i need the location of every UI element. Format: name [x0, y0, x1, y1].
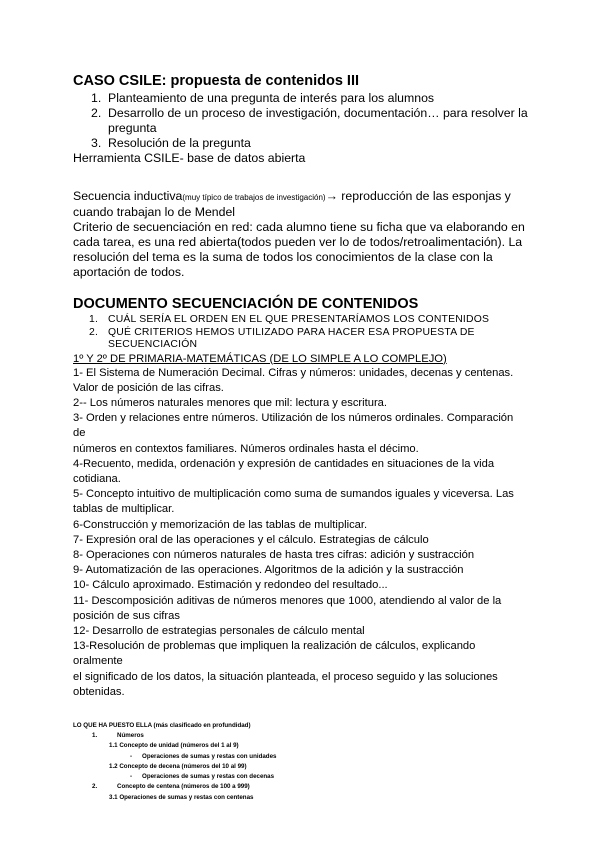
list-item: 1.1 Concepto de unidad (números del 1 al 9) — [109, 742, 239, 750]
list-item: 3.1 Operaciones de sumas y restas con centenas — [109, 793, 254, 801]
list-item: - Operaciones de sumas y restas con unidades — [130, 752, 277, 760]
list-item: 12- Desarrollo de estrategias personales de cálculo mental — [73, 624, 365, 637]
list-item: 7- Expresión oral de las operaciones y el cálculo. Estrategias de cálculo — [73, 533, 429, 546]
list-item: 4-Recuento, medida, ordenación y expresión de cantidades en situaciones de la vida — [73, 457, 495, 470]
list-item: 8- Operaciones con números naturales de hasta tres cifras: adición y sustracción — [73, 548, 475, 561]
list-item: 2. QUÉ CRITERIOS HEMOS UTILIZADO PARA HACER ESA PROPUESTA DE SECUENCIACIÓN — [89, 326, 475, 350]
list-item: 6-Construcción y memorización de las tablas de multiplicar. — [73, 518, 368, 531]
criterio-line: Criterio de secuenciación en red: cada alumno tiene su ficha que va elaborando en — [73, 220, 525, 234]
list-item: 1.2 Concepto de decena (números del 10 al 99) — [109, 762, 247, 770]
list-item: 13-Resolución de problemas que impliquen la realización de cálculos, explicando oralmente — [73, 640, 476, 668]
list-item: 1. CUÁL SERÍA EL ORDEN EN EL QUE PRESENTARÍAMOS LOS CONTENIDOS — [89, 314, 490, 325]
list-item: Valor de posición de las cifras. — [73, 381, 224, 394]
list-item: 10- Cálculo aproximado. Estimación y redondeo del resultado... — [73, 579, 388, 592]
list-item: posición de sus cifras — [73, 609, 180, 622]
list-item: 1. Números — [92, 731, 144, 739]
list-item: el significado de los datos, la situación planteada, el proceso seguido y las soluciones — [73, 670, 498, 683]
secuencia-line2: cuando trabajan lo de Mendel — [73, 205, 236, 219]
tool-text: Herramienta CSILE- base de datos abierta — [73, 151, 306, 165]
list-item: 9- Automatización de las operaciones. Algoritmos de la adición y la sustracción — [73, 564, 464, 577]
list-item: números en contextos familiares. Números ordinales hasta el décimo. — [73, 442, 419, 455]
list-item: 2-- Los números naturales menores que mil: lectura y escritura. — [73, 396, 388, 409]
list-item: obtenidas. — [73, 685, 125, 698]
list-item: 3- Orden y relaciones entre números. Utilización de los números ordinales. Comparación de — [73, 412, 514, 440]
questions-list — [73, 314, 528, 352]
list-item: - Operaciones de sumas y restas con decenas — [130, 773, 275, 781]
section-title-csile: CASO CSILE: propuesta de contenidos III — [73, 73, 359, 89]
list-item: 1. Planteamiento de una pregunta de interés para los alumnos — [91, 91, 435, 105]
criterio-line: cada tarea, es una red abierta(todos pueden ver lo de todos/retroalimentación). La — [73, 235, 523, 249]
list-item: cotidiana. — [73, 472, 121, 485]
contenidos-list — [73, 366, 528, 700]
list-item: 11- Descomposición aditivas de números menores que 1000, atendiendo al valor de la — [73, 594, 502, 607]
ella-heading: LO QUE HA PUESTO ELLA (más clasificado en profundidad) — [73, 721, 251, 729]
list-item: 2. Concepto de centena (números de 100 a 999) — [92, 783, 250, 791]
list-item: 1- El Sistema de Numeración Decimal. Cifras y números: unidades, decenas y centenas. — [73, 366, 514, 379]
criterio-line: aportación de todos. — [73, 265, 185, 279]
list-item: 2. Desarrollo de un proceso de investigación, documentación… para resolver la pregunta — [91, 106, 528, 135]
list-item: 3. Resolución de la pregunta — [91, 136, 251, 150]
section-title-documento: DOCUMENTO SECUENCIACIÓN DE CONTENIDOS — [73, 296, 419, 312]
list-item: 5- Concepto intuitivo de multiplicación como suma de sumandos iguales y viceversa. Las — [73, 488, 514, 501]
criterio-line: resolución del tema es la suma de todos los conocimientos de la clase con la — [73, 250, 493, 264]
list-item: tablas de multiplicar. — [73, 503, 175, 516]
primaria-subtitle: 1º Y 2º DE PRIMARIA-MATEMÁTICAS (DE LO SIMPLE A LO COMPLEJO) — [73, 352, 447, 365]
csile-steps-list — [73, 91, 528, 151]
secuencia-inductiva: Secuencia inductiva(muy típico de trabajos de investigación)→ reproducción de las esponjas y — [73, 189, 511, 203]
